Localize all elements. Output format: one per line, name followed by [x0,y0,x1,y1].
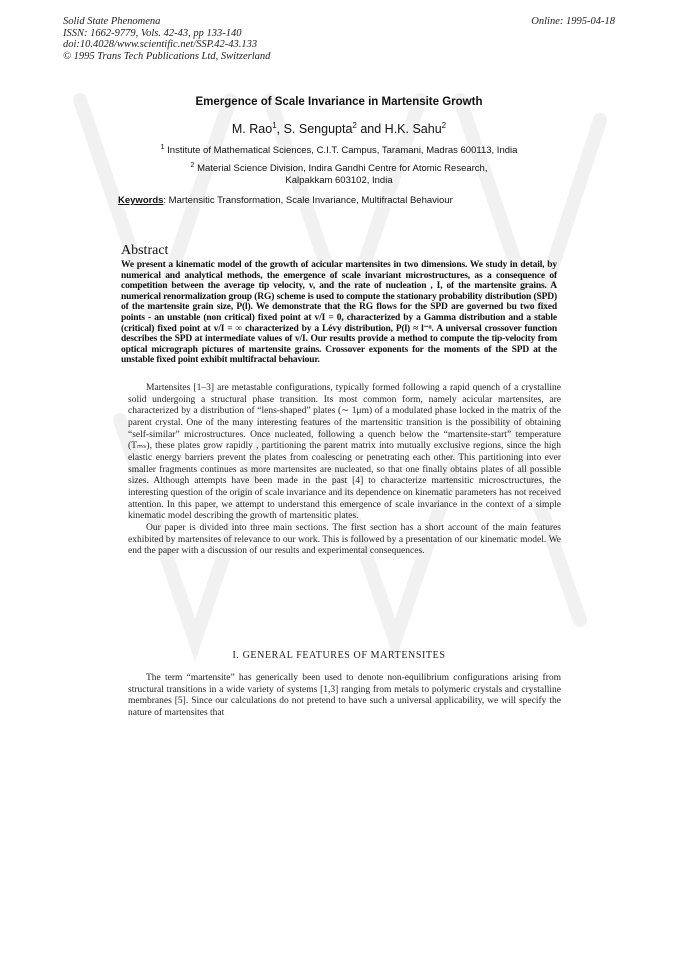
keywords [118,195,453,206]
abstract-text: We present a kinematic model of the growth of acicular martensites in two dimensions. We study in detail, by numerical and analytical methods, the emergence of scale invariant microstructures, as a consequence of competition between the average tip velocity, v, and the rate of nucleation , I, of the martensite grains. A numerical renormalization group (RG) scheme is used to compute the stationary probability distribution (SPD) of the martensite grain size, P(l). We demonstrate that the RG flows for the SPD are governed bu two fixed points - an unstable (non critical) fixed point at v/I = 0, characterized by a Gamma distribution and a stable (critical) fixed point at v/I = ∞ characterized by a Lévy distribution, P(l) ≈ l⁻ᵅ. A universal crossover function describes the SPD at intermediate values of v/I. Our results provide a method to compute the tip-velocity from optical micrograph pictures of martensite grains. Crossover exponents for the moments of the SPD at the unstable fixed point exhibit multifractal behaviour. [121,260,557,366]
author-name: M. Rao [231,122,273,137]
affiliation-mark: 2 [190,162,195,169]
introduction [128,383,561,558]
affiliation-2 [0,160,678,187]
author-name: S. Sengupta [283,122,353,137]
author-affil-mark: 1 [272,121,277,130]
affiliation-1 [0,142,678,157]
author-list [0,121,678,136]
journal-header [63,16,270,62]
keywords-text: : Martensitic Transformation, Scale Invariance, Multifractal Behaviour [163,195,453,206]
affiliation-text: Material Science Division, Indira Gandhi Centre for Atomic Research, [197,163,488,175]
keywords-label: Keywords [118,195,164,206]
section-heading: I. GENERAL FEATURES OF MARTENSITES [232,650,446,661]
section-1-paragraph-1: The term “martensite” has generically been used to denote non-equilibrium configurations arising from structural transitions in a wide variety of systems [1,3] ranging from metals to polymeric crystals and crystalline membranes [5]. Since our calculations do not pretend to have such a universal applicability, we will specify the nature of martensites that [128,673,561,718]
author-affil-mark: 2 [352,121,357,130]
abstract-heading: Abstract [121,243,169,258]
doi-line: doi:10.4028/www.scientific.net/SSP.42-43.133 [63,39,258,50]
intro-paragraph-2: Our paper is divided into three main sections. The first section has a short account of the main features exhibited by martensites of relevance to our work. This is followed by a presentation of our kinematic model. We end the paper with a discussion of our results and experimental consequences. [128,522,561,557]
journal-name: Solid State Phenomena [63,16,161,27]
section-1-body [128,673,561,720]
issn-line: ISSN: 1662-9779, Vols. 42-43, pp 133-140 [63,27,242,39]
author-conjunction: and [356,122,385,137]
author-name: H.K. Sahu [384,122,442,137]
paper-title: Emergence of Scale Invariance in Martensite Growth [195,96,483,108]
copyright-line: © 1995 Trans Tech Publications Ltd, Switzerland [63,50,271,62]
online-date: Online: 1995-04-18 [531,16,615,27]
affiliation-text-line2: Kalpakkam 603102, India [285,175,393,187]
author-affil-mark: 2 [441,121,447,130]
affiliation-text: Institute of Mathematical Sciences, C.I.T. Campus, Taramani, Madras 600113, India [167,145,518,157]
author-separator: , [276,122,284,137]
affiliation-mark: 1 [160,144,165,151]
intro-paragraph-1: Martensites [1–3] are metastable configurations, typically formed following a rapid quench of a crystalline solid undergoing a structural phase transition. Its most common form, namely acicular martensites, are characterized by a distribution of “lens-shaped” plates (∼ 1μm) of a modulated phase locked in the matrix of the parent crystal. One of the many interesting features of the martensitic transition is the possibility of obtaining “self-similar” microstructures. Once nucleated, following a quench below the “martensite-start” temperature (Tₘₛ), these plates grow rapidly , partitioning the parent matrix into mutually exclusive regions, since the high elastic energy barriers prevent the plates from coalescing or penetrating each other. This partitioning into ever smaller fragments continues as more martensites are nucleated, so that one finally obtains plates of all possible sizes. Although attempts have been made in the past [4] to characterize martensitic microsctructures, the interesting question of the origin of scale invariance and its dependence on kinematic parameters has not received attention. In this paper, we attempt to understand this emergence of scale invariance in the context of a simple kinematic model describing the growth of martensitic plates. [128,383,561,522]
